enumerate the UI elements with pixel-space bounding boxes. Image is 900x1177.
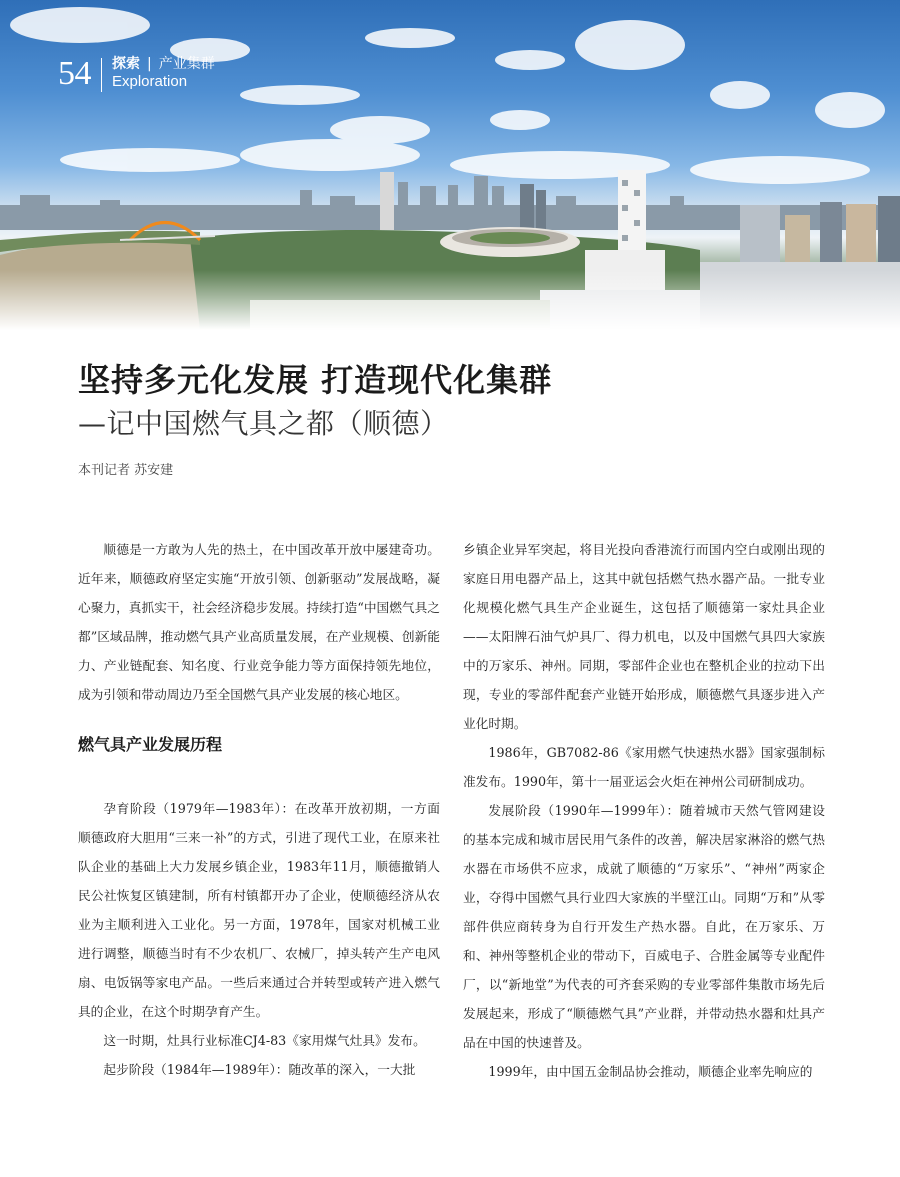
section-name-en: Exploration — [112, 73, 188, 90]
section-heading: 燃气具产业发展历程 — [78, 735, 223, 754]
right-column — [463, 535, 825, 1086]
section-name-cn: 探索 — [112, 56, 140, 72]
paragraph-gestation-stage: 孕育阶段（1979年—1983年）：在改革开放初期，一方面顺德政府大胆用“三来一补”的方式，引进了现代工业，在原来社队企业的基础上大力发展乡镇企业，1983年11月，顺德撤销人民公社恢复区镇建制，所有村镇都开办了企业，使顺德经济从农业为主顺利进入工业化。另一方面，1978年，国家对机械工业进行调整，顺德当时有不少农机厂、农械厂，掉头转产生产电风扇、电饭锅等家电产品。一些后来通过合并转型或转产进入燃气具的企业，在这个时期孕育产生。 — [78, 801, 440, 1019]
section-label — [112, 56, 215, 90]
page-number: 54 — [58, 55, 91, 92]
intro-paragraph: 顺德是一方敢为人先的热土，在中国改革开放中屡建奇功。近年来，顺德政府坚定实施“开放引领、创新驱动”发展战略，凝心聚力，真抓实干，社会经济稳步发展。持续打造“中国燃气具之都”区域品牌，推动燃气具产业高质量发展，在产业规模、创新能力、产业链配套、知名度、行业竞争能力等方面保持领先地位，成为引领和带动周边乃至全国燃气具产业发展的核心地区。 — [78, 542, 440, 702]
hero-fade — [0, 270, 900, 330]
article-byline: 本刊记者 苏安建 — [78, 463, 174, 478]
section-separator: | — [147, 56, 152, 72]
article-title: 坚持多元化发展 打造现代化集群 — [78, 361, 553, 399]
paragraph-development-stage: 发展阶段（1990年—1999年）：随着城市天然气管网建设的基本完成和城市居民用气条件的改善，解决居家淋浴的燃气热水器在市场供不应求，成就了顺德的“万家乐”、“神州”两家企业，夺得中国燃气具行业四大家族的半壁江山。同期“万和”从零部件供应商转身为自行开发生产热水器。自此，在万家乐、万和、神州等整机企业的带动下，百威电子、合胜金属等专业配件厂，以“新地堂”为代表的可齐套采购的专业零部件集散市场先后发展起来，形成了“顺德燃气具”产业群，并带动热水器和灶具产品在中国的快速普及。 — [463, 803, 825, 1050]
paragraph-standard-gb7082-86: 1986年，GB7082-86《家用燃气快速热水器》国家强制标准发布。1990年，第十一届亚运会火炬在神州公司研制成功。 — [463, 745, 825, 789]
paragraph-1999: 1999年，由中国五金制品协会推动，顺德企业率先响应的 — [488, 1064, 813, 1079]
paragraph-standard-cj4-83: 这一时期，灶具行业标准CJ4-83《家用煤气灶具》发布。 — [103, 1033, 426, 1048]
subsection-name-cn: 产业集群 — [158, 56, 215, 72]
paragraph-start-stage: 起步阶段（1984年—1989年）：随改革的深入，一大批 — [103, 1062, 416, 1077]
left-column — [78, 535, 440, 1084]
paragraph-start-stage-cont: 乡镇企业异军突起，将目光投向香港流行而国内空白或刚出现的家庭日用电器产品上，这其中就包括燃气热水器产品。一批专业化规模化燃气具生产企业诞生，这包括了顺德第一家灶具企业——太阳牌石油气炉具厂、得力机电，以及中国燃气具四大家族中的万家乐、神州。同期，零部件企业也在整机企业的拉动下出现，专业的零部件配套产业链开始形成，顺德燃气具逐步进入产业化时期。 — [463, 542, 825, 731]
page-folio — [58, 56, 215, 92]
article-subtitle: —记中国燃气具之都（顺德） — [78, 407, 449, 440]
hero-city-photo — [0, 0, 900, 330]
folio-divider — [101, 58, 102, 92]
